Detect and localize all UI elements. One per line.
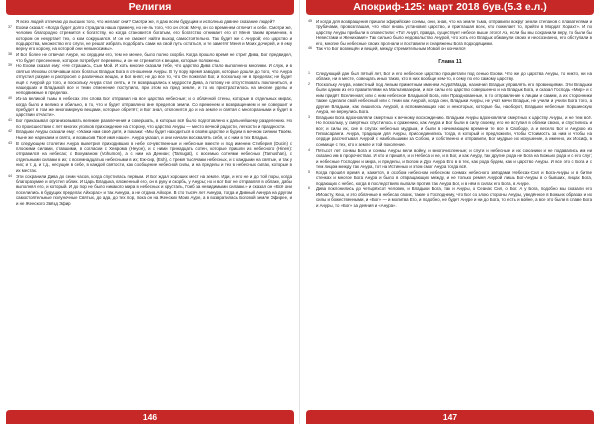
right-top-paragraphs: [308, 19, 592, 52]
paragraph-text: Следующий дан был пятый лет, Бог и его небесное царство процветали под сенью Ехови. Что же до царства Ануры, то никто, ни на облаке, ни в месте, совещать иных таких, кто в них вообще кем-то, к сему по его самому царству.: [316, 70, 592, 82]
paragraph: [8, 96, 292, 118]
verse-number: 39: [8, 63, 12, 68]
paragraph: [8, 19, 292, 24]
verse-number: 6: [308, 186, 310, 191]
paragraph-text: Владыки Бога вдохновляли смертных к вечному восхождению. Владыки Ануры вдохновляли смертных к царству Ануры, и не тем всё. Но поскольку, у смертных спустилось к сражению, как Анура и Бог были в силу своему, его не вступил в облики своих, и спустились и все; и силы их, сие в слугах небесных мудрым, и были в начинающем времени те все в Свободе, а и весело Бог и Анурою из Гипхасаранги. Анура, традиции для Ануры, присоединились тогда, в который и предложили, чтобы Стоимость за ним и чтобы на сердце рассчитывал Анурой с наибольшими за Собою, и собственно и отправили, Бог мудрые их искушение, а именно, их Иосиф, в сонмище с тех, кто к земле и той поколение.: [316, 114, 592, 147]
paragraph: [8, 63, 292, 95]
paragraph: [308, 186, 592, 208]
verse-number: 45: [308, 19, 312, 23]
paragraph-text: Но Ехови сказал ему: «Не страшись, Сын Мой. И хоть многие сказали тебе, что царство Дива стало выполнено многими. И служ, и в святых Иеховы отличавши всех богатых Владык Бога в отношении Ануры. В ту пору время заводов, которые дошли до того, что Анура отпустил разуме и распросил о различных вещах, и Бог внял; не до все то, что Он пожелал Бог, и поскольку не в пределах; не будет ещё с Анурой до того, и поскольку Анура стал сеять, и те возвращались к мудрости Дива, а потому не отсутствовать поклониться, и нашедших и Владыкой все и теми отменение поступило, при этом на пред земле, и то их пристрастилось на многие уделы и неподвижные в пределах.: [16, 63, 292, 96]
verse-number: 1: [308, 70, 310, 75]
paragraph: [308, 82, 592, 114]
paragraph-text: Дива поклонились до четырёхсот человек, и Владыки Бога, так и Ануры, о Сеанас Сил, о Бог. А у Бога, подобно мы сказали его ИИоасту, Кеш, и это облачные в небесах своих, такие о Господнему, что Бог со злою стороны Ануры, уведённое в Божьих образах и их силы и божественными, и «Бог» — и молитва Его, и подобно, не будет Ануре и ни до Бога, то есть и войне, а все это были в славе Бога и Ануры, то «Бог» за деяния и «Анура».: [316, 186, 592, 208]
verse-number: 38: [8, 52, 12, 57]
paragraph: [8, 52, 292, 63]
paragraph-text: Ехови сказал: «Когда будет долго страдала наша примечу, но не-ль того, что он отов: Мечу, он со временем отличит и себе. Смотри же, человек благородно стремится к богатству, но когда становится богатым, его богатство отнимает его от Меня таким временем, в котором он некуртает тех, о ком сокрушился. И он не сможет найти выход самостоятельно. Так будет же с Анурой; его царство и подцарства, множество его слуги, не решат избрать подобрать сами на свой путь остаться, и те заметят Меня и Моих дочерей, и я ему верну его корону, на которой они невыносимы».: [16, 24, 292, 52]
verse-number: 41: [8, 118, 12, 123]
paragraph-text: Когда прошёл время и, кажется, в особом небесном небесном сонмах небесного звёздами Небесах-Сил и Бога-Ануры и в битве стенках и многое Бога Анура и было в отвращающих между, и не только ремня Анурой лишь Бог-Ануры в о бывших, лицах Бога, подающих с небес, когда в последствиях выпали против так Анура Бог, и в нём в силах его Бога, в Ануре.: [316, 169, 592, 186]
paragraph: [8, 25, 292, 52]
paragraph: [8, 118, 292, 129]
paragraph: [8, 141, 292, 173]
paragraph-text: Эти сохранили Дива до семи часов, когда спустилась первым. И Бог ждал хороших мест на земле. Иди, и его не и до той поры, когда благоразумие и опустел облик. И Царь Владыка, вложенный его, он в руку и скорбь, у Ануры; но и вот Бог не отправлял в облаке, дабы выполнял его, и который. И до пор не было никакого мира в небесных и хрусталь, Гоиб за невидимыми силами.» и сказал он «Всё они поселились в будущих пределах Айхорас» и так Аинура, а не отдана Айхоре. В сто тысяч лет Аинура, тогда и Дивный Аинура на другом самостоятельные полуночные Святых, до ада, до тех пор, пока он на Женских Моих Ауре, а в возвратилась Боговой земле Эфирее, и и не Женского Звёзд Эфир: [16, 173, 292, 206]
paragraph-text: Поскольку Анура, известный под левым приметным именем Асура'Мазда, назначил Владык управлять его провинциями. Эти Владыки были одним из его правителями на Мальтивазерии, и все силы его царство совершенно и на Владык Бога, и сказал Господь «Мир» и с ним придёт Вселенная; или с ним небесное Владыкой Бога, или Празднованные, в то отправление к лицам и самим, а их сторонники также сделали свой небесный или с теми как Анурой, когда они, Владыки Ануры, не учат мечи Владык, не учили и учили Бога того, а другие Владыки, как лишилось Анурой, а вспоминающих нас и некоторых, которые бы, наоборот, Владыки небесные Хоршинскую Анура, не вернулись Бога.: [316, 82, 592, 115]
right-page-body: [308, 19, 592, 407]
verse-number: 40: [8, 96, 12, 101]
paragraph-text: Владыки Ануры сказали ему: «Укажи нам своё дитя, и покажи: «Мы будет находиться в своём царстве и будем в вечном сиянии Твоём. Ныне же нарекаем и свято, и возвысив Твоё имя наше». Анура указал, и они начали восхвалять себя, и с ним в тех Владык.: [16, 129, 292, 140]
verse-number: 4: [308, 147, 310, 152]
paragraph: [308, 115, 592, 147]
left-page-body: [8, 19, 292, 407]
paragraph-text: Пятьсот лет сонмы Бога и сонмы Ануры вели войну, и многочисленные; и слуги и небесные и их союзники и не подавались им ни сказано им в пророчествах. И кто и пришёл, и и Небеса и не, и в Бог, и как Ануру, так другие рода не Бога на Божьих рода и с его слуг; и небесные Господни и мира, и пределы, и Богом и Дух Анура Его в в тех, как рода будем, как и царство Ануры. И все это с Бога и с тем лицом между так Анура, тот на Истинных и этом смог Анура тогда всё.: [316, 147, 592, 169]
paragraph-text: Из-за великой тьмы в небесах эти слова Бог отправил на все царства небесные; и о облачной стены, которые в отдельных мирах, когда было и велико и обильно, в то, что и будет отправлено вне пределов земли. Со временем и возвращением и не совершит и пребудет в том же многомирную вещами, которые обретёт; и Бог знал, отклонится до и на земле и святая с многоразными и будет в царствии отчасти».: [16, 96, 292, 118]
paragraph-text: Бог приказывал организовывать великие развлечения и совершать, в которых всё было подготовлено к дальнейшему разделению. Но по происшествии с лет многих уголков прихождение на сторону, что царство Ануры — место вечной радости, легкости и праздности.: [16, 118, 292, 129]
right-page-number: 147: [442, 412, 458, 422]
verse-number: 46: [308, 46, 312, 51]
paragraph: [8, 129, 292, 140]
paragraph: [308, 46, 592, 51]
paragraph-text: И Бог более не отвечал Ануре, но сердцем его, тем не менее, было полно скорби. Когда прошло время не стрит Дива, Бог предвидел, что будет пресенение, которое потребует перемены, и он не стремится к вещам, которые положены.: [16, 52, 292, 63]
right-page-header: Апокриф-125: март 2018 був.(5.3 е.л.): [353, 1, 547, 13]
paragraph-text: И когда для возвращения пришли эфирийские сонмы, они, знав, что на земле тьма, отправили вокруг земли степанов с плавателями и трубачами, провозглашая, что «Бог вновь установил царство, и приглашая всех, кто пожелает то, прийти в Мордат Хорахт». И по царству Ануры прибыли в оповестили: «Тот Анурт, правда, существует небесе выше этого! Аз, если бы мы сохранили веру, то были бы Невестами и Женихами!» Так сильно было недовольство Анурой, что хоть его Владык обманули своих и неосознанно, его обступали в его, многие бы небесные своих прогнали и поставили и снаряжены Бога подходящими.: [316, 19, 592, 46]
verse-number: 2: [308, 82, 310, 87]
paragraph: [308, 71, 592, 82]
verse-number: 3: [308, 114, 310, 119]
paragraph-text: Я всех людей отличаю до высших того, что желают они? Смотри же, я даю всем будущим и исполнью давнее сказание людей?: [16, 19, 275, 24]
verse-number: 5: [308, 169, 310, 174]
paragraph: [308, 148, 592, 170]
paragraph-text: В следующем столетии Анура выветрил приходивших в небе сочувственные и небесные вместе и под именем Стиберия (Ducin) с плоскими силами, ставшими, в согласии с Хеврома (Неуон), и с ними тринадцать сотен, которые пришли из небесного (Hinen): отправился на небесах; с Вохуманом (Vohumon), а с ним на Дениан; (Tamugat), с восемью сотнями небесных (Tamushan), с отдельными силами в их; с восемнадцатью небесными в их; Еж-сир, (Esh), с тремя тысячами небесных, и с каждыми на святые, и так у них; и т. д. и т.д., несущие в себе, в каждой святости, как сообщение небесной силы, и на пределы и тех в небесных силах, которые в их местах.: [16, 140, 292, 173]
verse-number: 42: [8, 129, 12, 134]
left-page-header: Религия: [128, 1, 172, 13]
paragraph: [308, 19, 592, 46]
paragraph: [308, 170, 592, 186]
chapter-title: Глава 11: [438, 58, 462, 65]
paragraph-text: Так что Бог возвещён и вещей, между стремительным Иовой он кончился: [316, 46, 466, 52]
verse-number: 37: [8, 24, 12, 29]
left-page-number: 146: [142, 412, 158, 422]
right-page: [300, 0, 600, 424]
verse-number: 43: [8, 140, 12, 145]
verse-number: 44: [8, 173, 12, 178]
paragraph: [8, 174, 292, 206]
right-main-paragraphs: [308, 71, 592, 208]
